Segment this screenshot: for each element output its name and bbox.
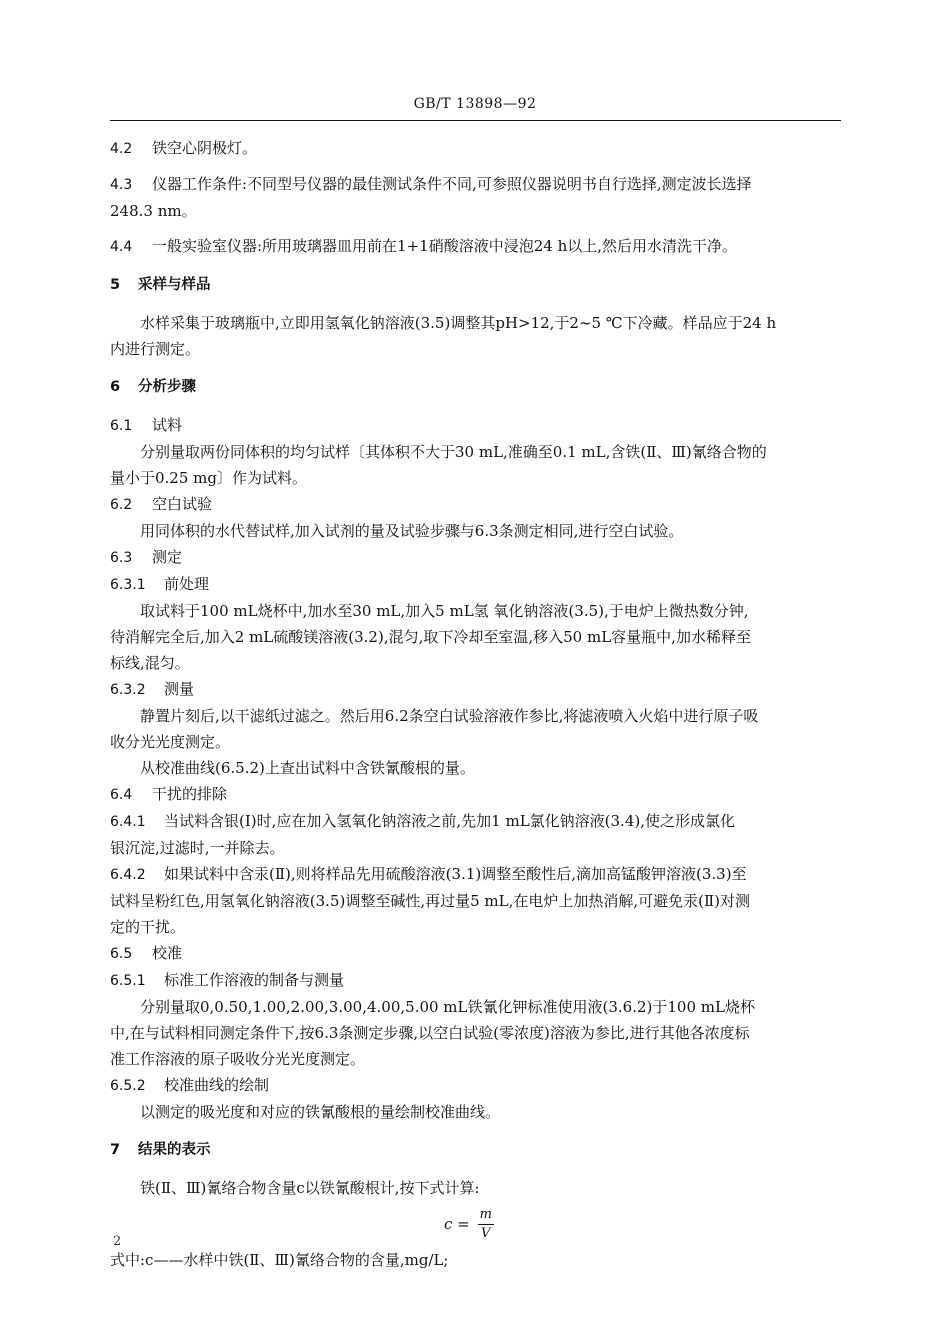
- subsection-6-1-line2: 量小于0.25 mg〕作为试料。: [110, 469, 307, 487]
- subsection-6-3-2-line1: 静置片刻后,以干滤纸过滤之。然后用6.2条空白试验溶液作参比,将滤液喷入火焰中进行原子吸: [140, 707, 759, 725]
- subsection-number: 6.3.2: [110, 682, 146, 698]
- subsection-6-4-2-line2: 试料呈粉红色,用氢氧化钠溶液(3.5)调整至碱性,再过量5 mL,在电炉上加热消解,可避免汞(Ⅱ)对测: [110, 892, 751, 910]
- subsection-text: 当试料含银(Ⅰ)时,应在加入氢氧化钠溶液之前,先加1 mL氯化钠溶液(3.4),使之形成氯化: [164, 812, 735, 830]
- subsection-number: 6.5.1: [110, 973, 146, 989]
- item-4-4: [110, 233, 841, 260]
- subsection-number: 6.5.2: [110, 1078, 146, 1094]
- header-rule: [110, 120, 841, 121]
- item-4-3: [110, 171, 841, 198]
- subsection-6-5-heading: [110, 940, 841, 967]
- item-number: 4.4: [110, 239, 133, 255]
- subsection-number: 6.3: [110, 550, 133, 566]
- subsection-6-3-heading: [110, 544, 841, 571]
- section-7-where-clause: 式中:c——水样中铁(Ⅱ、Ⅲ)氰络合物的含量,mg/L;: [110, 1251, 449, 1269]
- subsection-6-4-heading: [110, 781, 841, 808]
- subsection-6-4-1-line1: [110, 808, 841, 835]
- subsection-6-3-2-heading: [110, 676, 841, 703]
- page-header-standard-code: GB/T 13898—92: [413, 96, 537, 112]
- subsection-6-5-2-line1: 以测定的吸光度和对应的铁氰酸根的量绘制校准曲线。: [140, 1103, 501, 1121]
- item-number: 4.2: [110, 141, 133, 157]
- subsection-title: 测量: [164, 680, 195, 698]
- subsection-title: 校准曲线的绘制: [164, 1076, 270, 1094]
- subsection-6-3-1-heading: [110, 571, 841, 598]
- subsection-number: 6.3.1: [110, 577, 146, 593]
- section-5-para-line1: 水样采集于玻璃瓶中,立即用氢氧化钠溶液(3.5)调整其pH>12,于2~5 ℃下冷藏。样品应于24 h: [140, 314, 777, 332]
- subsection-6-1-line1: 分别量取两份同体积的均匀试样〔其体积不大于30 mL,准确至0.1 mL,含铁(Ⅱ、Ⅲ)氰络合物的: [140, 443, 767, 461]
- subsection-6-3-1-line3: 标线,混匀。: [110, 654, 190, 672]
- subsection-6-5-2-heading: [110, 1072, 841, 1099]
- item-4-2: [110, 135, 841, 162]
- subsection-title: 空白试验: [152, 495, 213, 513]
- subsection-6-2-heading: [110, 491, 841, 518]
- fraction-bar: [478, 1224, 494, 1225]
- section-title: 采样与样品: [138, 277, 211, 293]
- document-body: [110, 135, 841, 1273]
- subsection-title: 标准工作溶液的制备与测量: [164, 971, 345, 989]
- formula-lhs: c =: [444, 1215, 470, 1233]
- subsection-6-3-1-line2: 待消解完全后,加入2 mL硫酸镁溶液(3.2),混匀,取下冷却至室温,移入50 mL容量瓶中,加水稀释至: [110, 628, 751, 646]
- subsection-number: 6.2: [110, 497, 133, 513]
- formula-fraction: [478, 1208, 494, 1241]
- section-7-heading: [110, 1137, 841, 1163]
- subsection-6-3-2-line2: 收分光光度测定。: [110, 733, 231, 751]
- subsection-title: 干扰的排除: [152, 785, 228, 803]
- section-number: 6: [110, 379, 121, 395]
- subsection-number: 6.5: [110, 946, 133, 962]
- subsection-6-3-2-line3: 从校准曲线(6.5.2)上查出试料中含铁氰酸根的量。: [140, 759, 475, 777]
- section-number: 7: [110, 1142, 121, 1158]
- section-5-para-line2: 内进行测定。: [110, 340, 201, 358]
- subsection-6-5-1-line1: 分别量取0,0.50,1.00,2.00,3.00,4.00,5.00 mL铁氰化钾标准使用液(3.6.2)于100 mL烧杯: [140, 998, 755, 1016]
- item-4-3-cont: 248.3 nm。: [110, 202, 197, 220]
- page-number: 2: [113, 1234, 122, 1249]
- subsection-6-5-1-line3: 准工作溶液的原子吸收分光光度测定。: [110, 1050, 366, 1068]
- item-text: 仪器工作条件:不同型号仪器的最佳测试条件不同,可参照仪器说明书自行选择,测定波长选择: [152, 175, 752, 193]
- subsection-6-5-1-heading: [110, 967, 841, 994]
- subsection-6-2-line1: 用同体积的水代替试样,加入试剂的量及试验步骤与6.3条测定相同,进行空白试验。: [140, 522, 684, 540]
- subsection-6-3-1-line1: 取试料于100 mL烧杯中,加水至30 mL,加入5 mL氢 氧化钠溶液(3.5),于电炉上微热数分钟,: [140, 602, 749, 620]
- item-text: 铁空心阴极灯。: [152, 139, 258, 157]
- section-number: 5: [110, 277, 121, 293]
- subsection-text: 如果试料中含汞(Ⅱ),则将样品先用硫酸溶液(3.1)调整至酸性后,滴加高锰酸钾溶液(3.3)至: [164, 865, 747, 883]
- formula-c-equals-m-over-v: [444, 1201, 841, 1247]
- subsection-number: 6.4: [110, 787, 133, 803]
- subsection-title: 前处理: [164, 575, 210, 593]
- subsection-6-5-1-line2: 中,在与试料相同测定条件下,按6.3条测定步骤,以空白试验(零浓度)溶液为参比,进行其他各浓度标: [110, 1024, 750, 1042]
- item-text: 一般实验室仪器:所用玻璃器皿用前在1+1硝酸溶液中浸泡24 h以上,然后用水清洗干净。: [152, 237, 737, 255]
- subsection-title: 校准: [152, 944, 183, 962]
- formula-numerator: m: [479, 1206, 492, 1222]
- section-title: 结果的表示: [138, 1142, 211, 1158]
- section-6-heading: [110, 374, 841, 400]
- subsection-title: 测定: [152, 548, 183, 566]
- section-5-heading: [110, 272, 841, 298]
- subsection-6-4-1-line2: 银沉淀,过滤时,一并除去。: [110, 839, 285, 857]
- subsection-6-4-2-line3: 定的干扰。: [110, 918, 186, 936]
- section-title: 分析步骤: [138, 379, 196, 395]
- subsection-number: 6.4.1: [110, 814, 146, 830]
- item-number: 4.3: [110, 177, 133, 193]
- subsection-number: 6.4.2: [110, 867, 146, 883]
- subsection-6-4-2-line1: [110, 861, 841, 888]
- subsection-6-1-heading: [110, 412, 841, 439]
- subsection-title: 试料: [152, 416, 183, 434]
- section-7-intro: 铁(Ⅱ、Ⅲ)氰络合物含量c以铁氰酸根计,按下式计算:: [140, 1179, 480, 1197]
- subsection-number: 6.1: [110, 418, 133, 434]
- formula-denominator: V: [481, 1225, 491, 1241]
